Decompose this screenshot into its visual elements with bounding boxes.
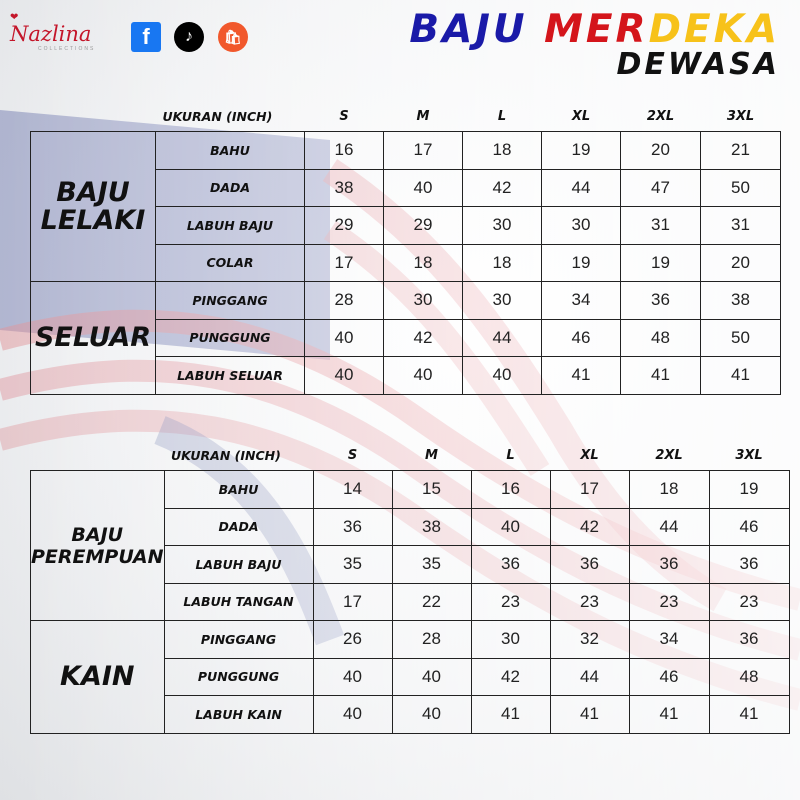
size-header-s: S: [347, 447, 358, 463]
measurement-value: 30: [542, 207, 621, 245]
measurement-value: 20: [621, 132, 701, 170]
size-table-women: [30, 440, 790, 734]
measurement-value: 40: [313, 696, 392, 734]
measurement-value: 18: [463, 244, 542, 282]
measurement-value: 41: [471, 696, 550, 734]
tiktok-icon[interactable]: ♪: [174, 22, 204, 52]
measurement-label: PUNGGUNG: [156, 319, 305, 357]
measurement-value: 50: [701, 169, 781, 207]
measurement-value: 36: [629, 546, 709, 584]
measurement-value: 29: [384, 207, 463, 245]
measurement-value: 46: [709, 508, 789, 546]
shopee-icon[interactable]: 🛍: [218, 22, 248, 52]
size-header-label: UKURAN (INCH): [171, 447, 281, 463]
page-subtitle: DEWASA: [616, 47, 780, 82]
measurement-value: 40: [392, 658, 471, 696]
measurement-value: 17: [550, 471, 629, 509]
size-header-s: S: [339, 108, 349, 124]
measurement-value: 19: [542, 244, 621, 282]
measurement-value: 36: [313, 508, 392, 546]
measurement-value: 50: [701, 319, 781, 357]
measurement-value: 28: [305, 282, 384, 320]
size-header-3xl: 3XL: [726, 108, 755, 124]
measurement-value: 42: [384, 319, 463, 357]
table-row: [31, 282, 781, 320]
measurement-value: 32: [550, 621, 629, 659]
measurement-value: 41: [709, 696, 789, 734]
measurement-label: BAHU: [156, 132, 305, 170]
measurement-label: PINGGANG: [156, 282, 305, 320]
measurement-label: PUNGGUNG: [164, 658, 313, 696]
measurement-value: 20: [701, 244, 781, 282]
measurement-value: 19: [621, 244, 701, 282]
measurement-value: 31: [701, 207, 781, 245]
measurement-value: 16: [305, 132, 384, 170]
measurement-label: LABUH TANGAN: [164, 583, 313, 621]
measurement-value: 44: [629, 508, 709, 546]
measurement-value: 36: [550, 546, 629, 584]
measurement-label: DADA: [156, 169, 305, 207]
measurement-value: 28: [392, 621, 471, 659]
measurement-value: 34: [629, 621, 709, 659]
measurement-label: DADA: [164, 508, 313, 546]
measurement-value: 36: [471, 546, 550, 584]
measurement-value: 41: [701, 357, 781, 395]
measurement-value: 26: [313, 621, 392, 659]
measurement-value: 40: [384, 169, 463, 207]
measurement-value: 17: [313, 583, 392, 621]
measurement-value: 16: [471, 471, 550, 509]
facebook-icon[interactable]: f: [131, 22, 161, 52]
size-header-xl: XL: [571, 108, 591, 124]
measurement-value: 18: [629, 471, 709, 509]
measurement-value: 17: [305, 244, 384, 282]
group-label: KAIN: [31, 621, 165, 734]
measurement-value: 30: [463, 207, 542, 245]
size-header-m: M: [416, 108, 430, 124]
measurement-label: LABUH BAJU: [164, 546, 313, 584]
brand-subtitle: COLLECTIONS: [38, 46, 96, 52]
group-label: SELUAR: [31, 282, 156, 395]
measurement-value: 14: [313, 471, 392, 509]
measurement-value: 40: [463, 357, 542, 395]
measurement-value: 23: [709, 583, 789, 621]
measurement-value: 23: [471, 583, 550, 621]
measurement-value: 22: [392, 583, 471, 621]
measurement-value: 48: [621, 319, 701, 357]
corner-cell: [31, 440, 165, 471]
measurement-label: LABUH KAIN: [164, 696, 313, 734]
measurement-value: 47: [621, 169, 701, 207]
measurement-value: 38: [305, 169, 384, 207]
measurement-value: 40: [305, 357, 384, 395]
table-row: [31, 132, 781, 170]
heart-icon: ❤: [10, 12, 19, 23]
measurement-value: 21: [701, 132, 781, 170]
measurement-value: 36: [621, 282, 701, 320]
measurement-value: 35: [313, 546, 392, 584]
group-label: BAJU LELAKI: [31, 132, 156, 282]
size-header-l: L: [506, 447, 515, 463]
measurement-value: 34: [542, 282, 621, 320]
measurement-value: 29: [305, 207, 384, 245]
measurement-value: 31: [621, 207, 701, 245]
title-word-2a: MER: [544, 7, 649, 52]
corner-cell: [31, 101, 156, 132]
header-row: [31, 101, 781, 132]
title-word-1: BAJU: [409, 7, 528, 52]
measurement-value: 40: [392, 696, 471, 734]
measurement-value: 17: [384, 132, 463, 170]
measurement-value: 36: [709, 546, 789, 584]
measurement-value: 41: [629, 696, 709, 734]
measurement-value: 19: [542, 132, 621, 170]
measurement-label: COLAR: [156, 244, 305, 282]
size-header-xl: XL: [580, 447, 599, 463]
measurement-value: 38: [701, 282, 781, 320]
size-header-2xl: 2XL: [655, 447, 683, 463]
measurement-value: 36: [709, 621, 789, 659]
measurement-value: 42: [463, 169, 542, 207]
size-table-men: [30, 101, 781, 395]
measurement-value: 41: [542, 357, 621, 395]
size-header-label: UKURAN (INCH): [162, 108, 273, 124]
measurement-value: 44: [542, 169, 621, 207]
size-header-3xl: 3XL: [735, 447, 763, 463]
measurement-value: 41: [621, 357, 701, 395]
size-header-m: M: [425, 447, 438, 463]
measurement-value: 42: [550, 508, 629, 546]
measurement-value: 23: [629, 583, 709, 621]
size-header-2xl: 2XL: [646, 108, 675, 124]
header-row: [31, 440, 790, 471]
measurement-value: 48: [709, 658, 789, 696]
size-header-l: L: [497, 108, 507, 124]
measurement-value: 19: [709, 471, 789, 509]
measurement-label: PINGGANG: [164, 621, 313, 659]
measurement-value: 42: [471, 658, 550, 696]
measurement-value: 40: [313, 658, 392, 696]
measurement-value: 15: [392, 471, 471, 509]
measurement-value: 18: [384, 244, 463, 282]
table-row: [31, 471, 790, 509]
measurement-value: 44: [463, 319, 542, 357]
measurement-value: 35: [392, 546, 471, 584]
measurement-label: LABUH BAJU: [156, 207, 305, 245]
group-label: BAJU PEREMPUAN: [31, 471, 165, 621]
measurement-value: 30: [384, 282, 463, 320]
measurement-value: 18: [463, 132, 542, 170]
measurement-value: 30: [463, 282, 542, 320]
measurement-label: BAHU: [164, 471, 313, 509]
measurement-value: 40: [384, 357, 463, 395]
measurement-value: 46: [542, 319, 621, 357]
measurement-value: 23: [550, 583, 629, 621]
page-title: [409, 8, 780, 80]
brand-name: Nazlina: [10, 22, 92, 46]
measurement-value: 41: [550, 696, 629, 734]
measurement-value: 38: [392, 508, 471, 546]
measurement-value: 30: [471, 621, 550, 659]
title-word-2b: DEKA: [648, 7, 780, 52]
measurement-value: 44: [550, 658, 629, 696]
measurement-label: LABUH SELUAR: [156, 357, 305, 395]
measurement-value: 40: [471, 508, 550, 546]
brand-logo: [10, 12, 96, 52]
measurement-value: 40: [305, 319, 384, 357]
table-row: [31, 621, 790, 659]
measurement-value: 46: [629, 658, 709, 696]
